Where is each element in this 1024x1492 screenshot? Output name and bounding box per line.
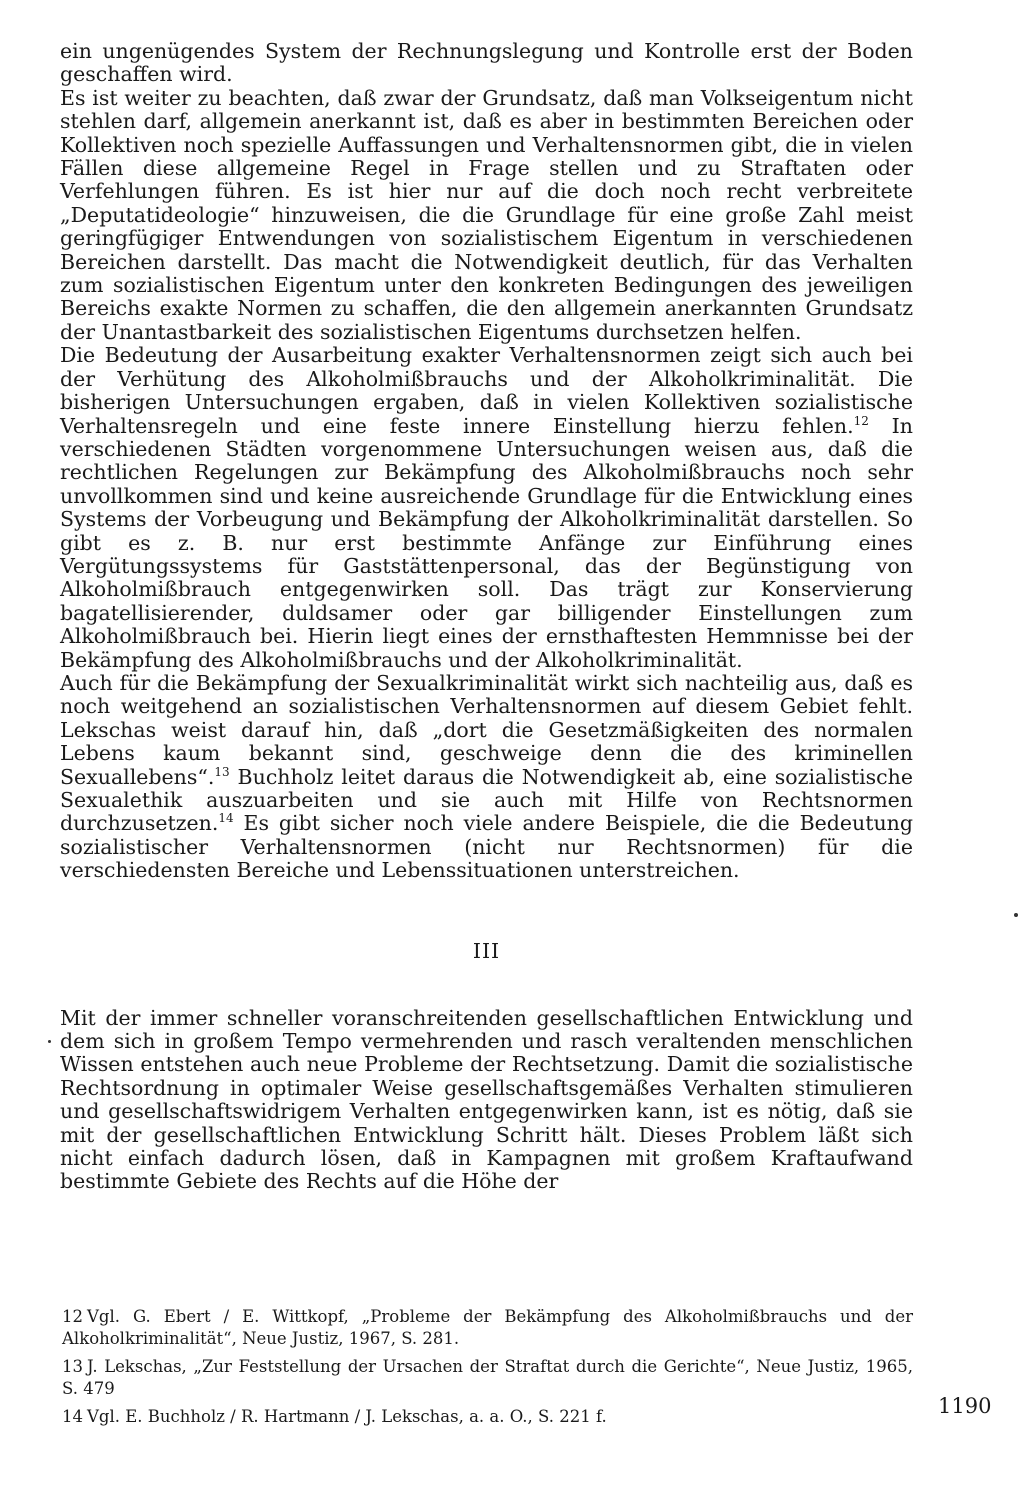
footnote-number: 14 xyxy=(62,1407,83,1426)
footnotes xyxy=(60,1306,913,1435)
scan-speck xyxy=(1014,913,1018,917)
paragraph-sexual-part3: Es gibt sicher noch viele andere Beispiele, die die Bedeutung sozialistischer Verhaltensnormen (nicht nur Rechtsnormen) für die verschiedensten Bereiche und Lebenssituationen unterstreichen. xyxy=(60,811,913,883)
footnote-text: Vgl. E. Buchholz / R. Hartmann / J. Lekschas, a. a. O., S. 221 f. xyxy=(87,1407,607,1426)
section-heading: III xyxy=(472,938,501,963)
footnote-ref-12: 12 xyxy=(853,413,869,428)
footnote-text: J. Lekschas, „Zur Feststellung der Ursachen der Straftat durch die Gerichte“, Neue Justiz, 1965, S. 479 xyxy=(62,1357,913,1398)
footnote-number: 12 xyxy=(62,1307,83,1326)
scan-speck xyxy=(48,1040,51,1043)
paragraph-section-three: Mit der immer schneller voranschreitenden gesellschaftlichen Entwicklung und dem sich in großem Tempo vermehrenden und rasch veraltenden menschlichen Wissen entstehen auch neue Probleme der Rechtsetzung. Damit die sozialistische Rechtsordnung in optimaler Weise gesellschaftsgemäßes Verhalten stimulieren und gesellschaftswidrigem Verhalten entgegenwirken kann, ist es nötig, daß sie mit der gesellschaftlichen Entwicklung Schritt hält. Dieses Problem läßt sich nicht einfach dadurch lösen, daß in Kampagnen mit großem Kraftaufwand bestimmte Gebiete des Rechts auf die Höhe der xyxy=(60,1005,913,1194)
footnote-number: 13 xyxy=(62,1357,83,1376)
footnote-ref-13: 13 xyxy=(214,764,230,779)
paragraph-volkseigentum: Es ist weiter zu beachten, daß zwar der Grundsatz, daß man Volkseigentum nicht stehlen darf, allgemein anerkannt ist, daß es aber in bestimmten Bereichen oder Kollektiven noch spezielle Auffassungen und Verhaltensnormen gibt, die in vielen Fällen diese allgemeine Regel in Frage stellen und zu Straftaten oder Verfehlungen führen. Es ist hier nur auf die doch noch recht verbreitete „Deputatideologie“ hinzuweisen, die die Grundlage für eine große Zahl meist geringfügiger Entwendungen von sozialistischem Eigentum in verschiedenen Bereichen darstellt. Das macht die Notwendigkeit deutlich, für das Verhalten zum sozialistischen Eigentum unter den konkreten Bedingungen des jeweiligen Bereichs exakte Normen zu schaffen, die den allgemein anerkannten Grundsatz der Unantastbarkeit des sozialistischen Eigentums durchsetzen helfen. xyxy=(60,85,913,344)
footnote-12 xyxy=(60,1306,913,1349)
paragraph-sexual-part1: Auch für die Bekämpfung der Sexualkriminalität wirkt sich nachteilig aus, daß es noch weitgehend an sozialistischen Verhaltensnormen auf diesem Gebiet fehlt. Lekschas weist darauf hin, daß „dort die Gesetzmäßigkeiten des normalen Lebens kaum bekannt sind, geschweige denn die des kriminellen Sexuallebens“. xyxy=(60,670,913,789)
footnote-13 xyxy=(60,1356,913,1399)
paragraph-sexual-part2: Buchholz leitet daraus die Notwendigkeit ab, eine sozialistische Sexualethik auszuarbeiten und sie auch mit Hilfe von Rechtsnormen durchzusetzen. xyxy=(60,764,913,836)
page-number: 1190 xyxy=(938,1394,992,1418)
paragraph-alkohol xyxy=(60,344,913,672)
footnote-14 xyxy=(60,1406,913,1428)
paragraph-alkohol-part2: In verschiedenen Städten vorgenommene Untersuchungen weisen aus, daß die rechtlichen Regelungen zur Bekämpfung des Alkoholmißbrauchs noch sehr unvollkommen sind und keine ausreichende Grundlage für die Entwicklung eines Systems der Vorbeugung und Bekämpfung der Alkoholkriminalität darstellen. So gibt es z. B. nur erst bestimmte Anfänge zur Einführung eines Vergütungssystems für Gaststättenpersonal, das der Begünstigung von Alkoholmißbrauch entgegenwirken soll. Das trägt zur Konservierung bagatellisierender, duldsamer oder gar billigender Einstellungen zum Alkoholmißbrauch bei. Hierin liegt eines der ernsthaftesten Hemmnisse bei der Bekämpfung des Alkoholmißbrauchs und der Alkoholkriminalität. xyxy=(60,413,913,672)
footnote-ref-14: 14 xyxy=(218,811,234,826)
main-text xyxy=(60,40,913,1194)
paragraph-continuation: ein ungenügendes System der Rechnungslegung und Kontrolle erst der Boden geschaffen wird. xyxy=(60,39,913,87)
paragraph-alkohol-part1: Die Bedeutung der Ausarbeitung exakter Verhaltensnormen zeigt sich auch bei der Verhütung des Alkoholmißbrauchs und der Alkoholkriminalität. Die bisherigen Untersuchungen ergaben, daß in vielen Kollektiven sozialistische Verhaltensregeln und eine feste innere Einstellung hierzu fehlen. xyxy=(60,343,913,438)
footnote-text: Vgl. G. Ebert / E. Wittkopf, „Probleme der Bekämpfung des Alkoholmißbrauchs und der Alkoholkriminalität“, Neue Justiz, 1967, S. 281. xyxy=(62,1307,913,1348)
paragraph-sexual xyxy=(60,672,913,883)
